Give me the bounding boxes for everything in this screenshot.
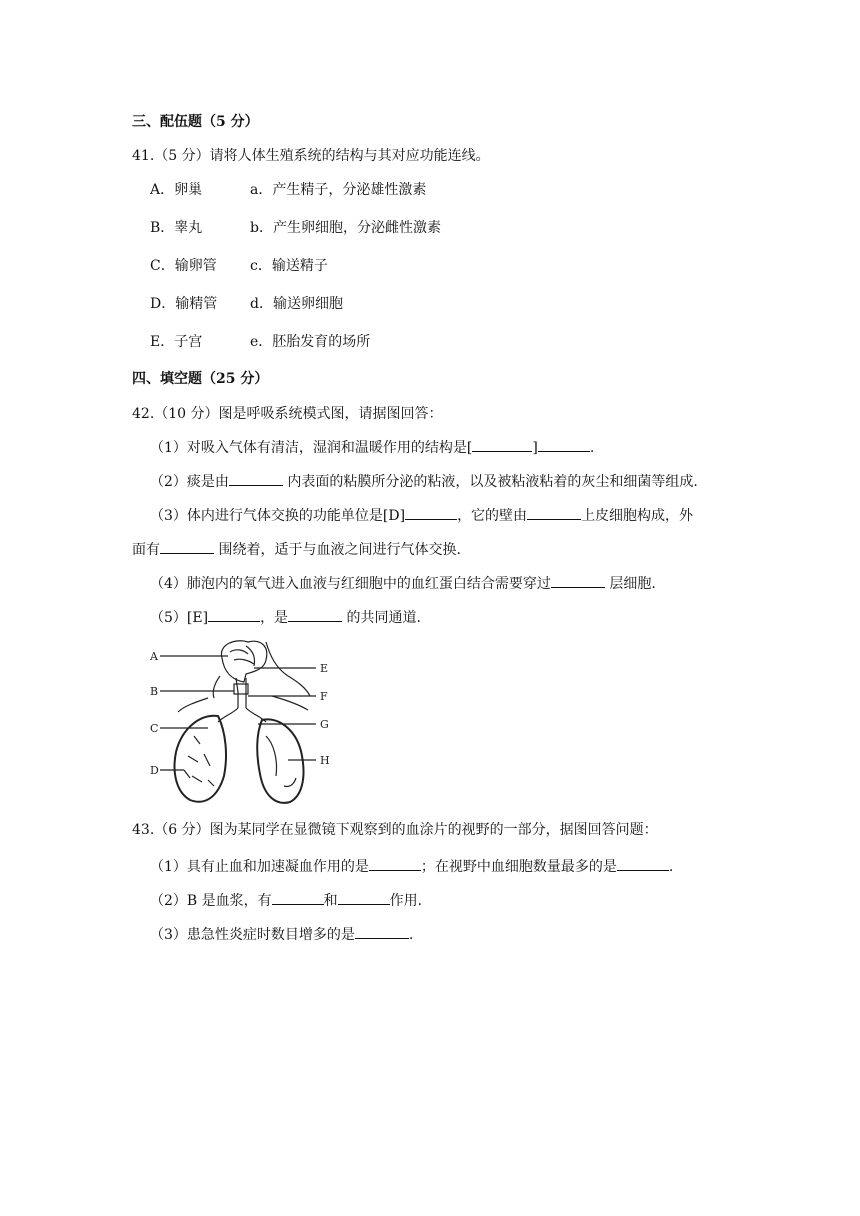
figure-label-E: E <box>320 662 329 675</box>
q43-p1-text: （1）具有止血和加速凝血作用的是 <box>150 859 369 875</box>
answer-blank[interactable] <box>405 505 457 520</box>
respiratory-system-figure <box>148 636 358 808</box>
q41-left-D: D．输精管 <box>150 296 218 312</box>
section4-title: 四、填空题（25 分） <box>132 371 269 387</box>
answer-blank[interactable] <box>272 890 324 905</box>
q42-p3-text: （3）体内进行气体交换的功能单位是[D] <box>150 508 406 524</box>
figure-label-D: D <box>150 764 159 777</box>
q43-p3-end: . <box>408 927 414 943</box>
answer-blank[interactable] <box>355 924 409 939</box>
right-lung-detail <box>266 736 296 787</box>
left-lung-shape <box>175 716 226 802</box>
right-lung-shape <box>257 719 303 802</box>
answer-blank[interactable] <box>288 607 342 622</box>
q42-p4-text: （4）肺泡内的氧气进入血液与红细胞中的血红蛋白结合需要穿过 <box>150 576 551 592</box>
q41-right-e: e．胚胎发育的场所 <box>250 334 371 350</box>
q42-part3 <box>150 505 693 526</box>
answer-blank[interactable] <box>160 539 214 554</box>
q41-stem: 41.（5 分）请将人体生殖系统的结构与其对应功能连线。 <box>132 148 490 164</box>
answer-blank[interactable] <box>472 437 532 452</box>
neck-outline <box>266 642 310 696</box>
q42-p5-rest: 的共同通道. <box>342 610 421 626</box>
q42-part1 <box>150 437 594 458</box>
q42-p3-cont-text: 面有 <box>132 542 160 558</box>
q42-p1-bracket: ] <box>532 440 538 456</box>
q42-p4-rest: 层细胞. <box>604 576 656 592</box>
q41-right-c: c．输送精子 <box>250 258 328 274</box>
answer-blank[interactable] <box>229 471 283 486</box>
figure-label-A: A <box>150 650 158 663</box>
q43-p2-end: 作用. <box>389 893 423 909</box>
answer-blank[interactable] <box>551 573 605 588</box>
left-lung-texture <box>184 736 214 786</box>
bronchi-shape <box>218 708 266 722</box>
answer-blank[interactable] <box>538 437 590 452</box>
answer-blank[interactable] <box>338 890 390 905</box>
q42-part2 <box>150 471 698 492</box>
q41-left-E: E．子宫 <box>150 334 203 350</box>
q43-p1-mid: ；在视野中血细胞数量最多的是 <box>420 859 617 875</box>
q42-part4 <box>150 573 656 594</box>
shoulder-outline <box>178 696 308 712</box>
q41-right-d: d．输送卵细胞 <box>250 296 343 312</box>
figure-label-B: B <box>150 685 159 698</box>
trachea-shape <box>236 678 246 708</box>
q42-p1-end: . <box>589 440 595 456</box>
q41-left-C: C．输卵管 <box>150 258 217 274</box>
q42-part3-cont <box>132 539 461 560</box>
q43-part3 <box>150 924 413 945</box>
q41-right-a: a．产生精子，分泌雄性激素 <box>250 182 427 198</box>
figure-label-C: C <box>150 722 159 735</box>
q42-stem: 42.（10 分）图是呼吸系统模式图，请据图回答： <box>132 406 443 422</box>
figure-label-F: F <box>320 690 328 703</box>
q42-p3-mid: ，它的壁由 <box>457 508 528 524</box>
q42-p5-text: （5）[E] <box>150 610 209 626</box>
figure-label-G: G <box>320 718 329 731</box>
answer-blank[interactable] <box>617 856 669 871</box>
neck-outline-left <box>213 676 220 698</box>
nasal-detail <box>230 646 255 666</box>
answer-blank[interactable] <box>527 505 581 520</box>
q42-p1-text: （1）对吸入气体有清洁，湿润和温暖作用的结构是[ <box>150 440 473 456</box>
q43-p2-mid: 和 <box>323 893 338 909</box>
q43-part2 <box>150 890 422 911</box>
q41-right-b: b．产生卵细胞，分泌雌性激素 <box>250 220 441 236</box>
q42-p2-text: （2）痰是由 <box>150 474 229 490</box>
figure-label-H: H <box>320 754 330 767</box>
answer-blank[interactable] <box>369 856 421 871</box>
q42-p3-rest: 上皮细胞构成，外 <box>581 508 694 524</box>
q43-part1 <box>150 856 673 877</box>
q43-stem: 43.（6 分）图为某同学在显微镜下观察到的血涂片的视野的一部分，据图回答问题： <box>132 822 658 838</box>
nasal-cavity-shape <box>221 641 266 682</box>
q43-p3-text: （3）患急性炎症时数目增多的是 <box>150 927 355 943</box>
section3-title: 三、配伍题（5 分） <box>132 114 259 130</box>
q41-left-B: B．睾丸 <box>150 220 203 236</box>
q42-p3-cont-rest: 围绕着，适于与血液之间进行气体交换. <box>214 542 461 558</box>
q41-left-A: A．卵巢 <box>150 182 203 198</box>
q42-p2-rest: 内表面的粘膜所分泌的粘液，以及被粘液粘着的灰尘和细菌等组成. <box>282 474 698 490</box>
q42-p5-mid: ，是 <box>260 610 289 626</box>
answer-blank[interactable] <box>208 607 260 622</box>
q42-part5 <box>150 607 421 628</box>
q43-p1-end: . <box>668 859 674 875</box>
q43-p2-text: （2）B 是血浆，有 <box>150 893 272 909</box>
